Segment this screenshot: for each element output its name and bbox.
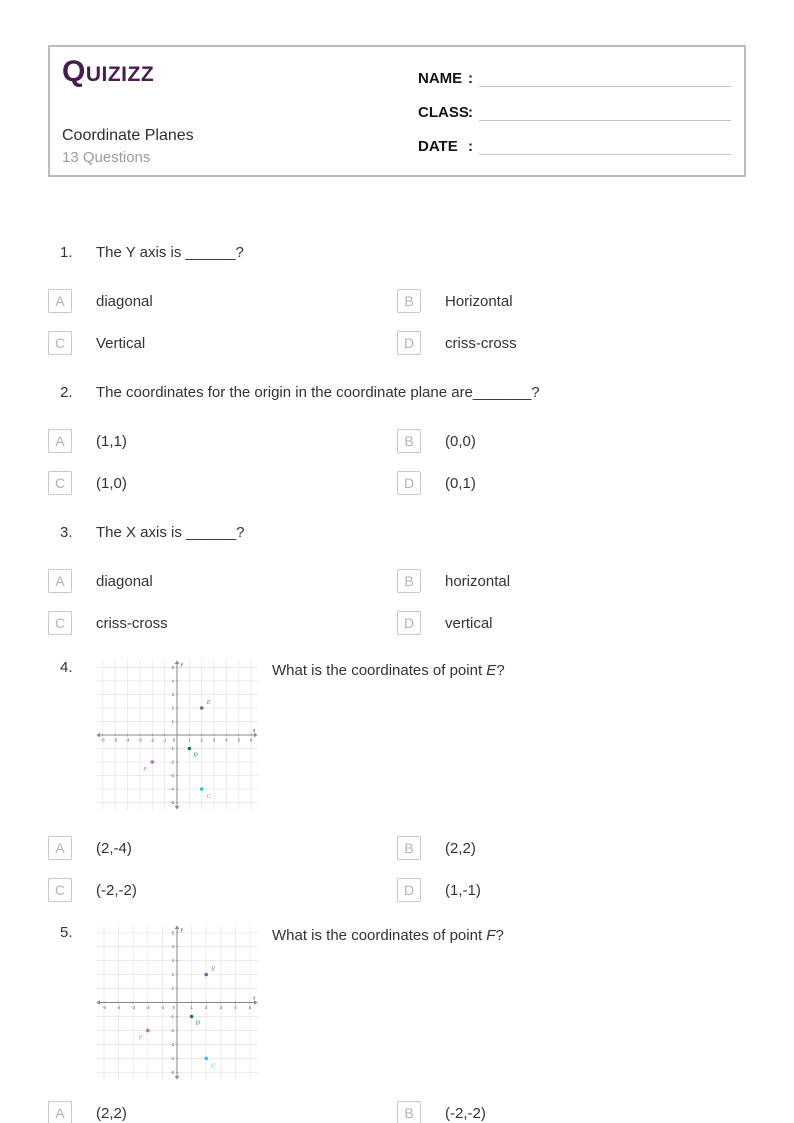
option-d [397, 611, 746, 635]
svg-text:4: 4 [171, 678, 174, 684]
option-letter-d: D [397, 878, 421, 902]
date-colon: : [468, 138, 473, 155]
svg-text:-3: -3 [137, 737, 142, 743]
svg-text:x: x [253, 995, 256, 1002]
svg-text:-2: -2 [170, 759, 174, 765]
svg-text:-5: -5 [170, 1069, 174, 1075]
svg-text:0: 0 [172, 737, 175, 743]
svg-text:3: 3 [171, 958, 174, 964]
svg-text:1: 1 [171, 719, 174, 725]
option-letter-a: A [48, 1101, 72, 1123]
svg-text:-4: -4 [170, 1056, 174, 1061]
svg-text:4: 4 [171, 944, 174, 950]
option-text-a: diagonal [96, 572, 153, 590]
option-b [397, 289, 746, 313]
option-letter-b: B [397, 429, 421, 453]
question-number: 4. [60, 659, 73, 676]
name-label: NAME [418, 70, 463, 87]
option-c [48, 471, 397, 495]
option-text-a: (2,2) [96, 1104, 127, 1122]
option-letter-d: D [397, 611, 421, 635]
question-text-em: F [486, 927, 496, 944]
option-text-c: (-2,-2) [96, 881, 137, 899]
svg-text:-3: -3 [170, 773, 174, 779]
option-letter-a: A [48, 289, 72, 313]
coordinate-plane-graph [96, 925, 258, 1080]
svg-text:-4: -4 [125, 737, 130, 743]
svg-text:E: E [206, 700, 211, 706]
option-text-d: vertical [445, 614, 493, 632]
svg-text:1: 1 [188, 737, 191, 743]
svg-text:1: 1 [171, 986, 174, 992]
svg-text:6: 6 [250, 737, 253, 743]
svg-text:E: E [211, 966, 216, 973]
option-letter-d: D [397, 471, 421, 495]
svg-text:-1: -1 [162, 737, 167, 743]
svg-text:C: C [206, 794, 211, 801]
svg-text:-1: -1 [170, 1014, 174, 1020]
svg-text:0: 0 [172, 1005, 175, 1010]
svg-text:-1: -1 [170, 746, 174, 752]
option-b [397, 429, 746, 453]
option-letter-a: A [48, 569, 72, 593]
question-number: 3. [60, 524, 73, 541]
question-4-options [48, 836, 746, 902]
date-field-line [479, 139, 731, 155]
option-a [48, 1101, 397, 1123]
option-b [397, 1101, 746, 1123]
svg-text:-5: -5 [170, 800, 174, 806]
option-text-c: Vertical [96, 334, 146, 352]
question-5 [48, 921, 746, 1122]
option-c [48, 878, 397, 902]
option-a [48, 289, 397, 313]
svg-text:-3: -3 [131, 1005, 136, 1010]
question-text [96, 241, 244, 261]
svg-text:2: 2 [205, 1005, 208, 1010]
option-letter-b: B [397, 836, 421, 860]
student-fields [418, 67, 731, 169]
option-b [397, 569, 746, 593]
option-text-a: (1,1) [96, 432, 127, 450]
question-3-head [48, 521, 746, 541]
question-text-suffix: ? [495, 927, 504, 944]
name-field-row [418, 67, 731, 87]
svg-text:-5: -5 [102, 1005, 106, 1010]
quiz-title: Coordinate Planes [62, 127, 194, 144]
svg-text:2: 2 [200, 737, 203, 743]
question-number: 5. [60, 924, 73, 941]
svg-text:-6: -6 [100, 737, 105, 743]
question-text-em: E [486, 662, 497, 679]
option-text-b: horizontal [445, 572, 511, 590]
option-letter-c: C [48, 331, 72, 355]
question-text-main: The X axis is ______? [96, 524, 245, 541]
question-text [272, 921, 746, 944]
question-1-head [48, 241, 746, 261]
option-letter-b: B [397, 289, 421, 313]
name-colon: : [468, 70, 473, 87]
svg-text:-3: -3 [170, 1042, 174, 1047]
question-count: 13 Questions [62, 149, 151, 166]
option-d [397, 331, 746, 355]
svg-text:-5: -5 [113, 737, 118, 743]
question-4-head [48, 656, 746, 810]
option-text-b: (0,0) [445, 432, 476, 450]
quizizz-logo: QUIZIZZ [62, 55, 155, 88]
date-label: DATE [418, 138, 458, 155]
svg-text:-2: -2 [170, 1028, 174, 1033]
option-letter-b: B [397, 1101, 421, 1123]
option-letter-c: C [48, 471, 72, 495]
question-5-options [48, 1101, 746, 1123]
question-3 [48, 521, 746, 632]
option-a [48, 836, 397, 860]
question-3-options [48, 569, 746, 635]
option-a [48, 429, 397, 453]
svg-text:3: 3 [219, 1005, 222, 1010]
svg-text:C: C [211, 1063, 216, 1070]
option-d [397, 878, 746, 902]
svg-text:F: F [143, 767, 148, 773]
option-c [48, 611, 397, 635]
svg-text:4: 4 [234, 1005, 237, 1010]
svg-text:D: D [195, 1020, 201, 1027]
question-1-options [48, 289, 746, 355]
option-text-d: (1,-1) [445, 881, 481, 899]
svg-text:y: y [180, 927, 183, 933]
option-d [397, 471, 746, 495]
svg-text:-4: -4 [170, 786, 174, 792]
svg-text:4: 4 [225, 737, 228, 743]
question-text [96, 381, 540, 401]
option-text-a: (2,-4) [96, 839, 132, 857]
question-text-main: What is the coordinates of point [272, 662, 487, 679]
option-letter-c: C [48, 611, 72, 635]
svg-text:D: D [193, 752, 198, 759]
svg-text:-4: -4 [116, 1005, 121, 1010]
option-letter-a: A [48, 836, 72, 860]
class-field-line [479, 105, 731, 121]
class-colon: : [468, 104, 473, 121]
question-1 [48, 241, 746, 352]
option-letter-c: C [48, 878, 72, 902]
question-4 [48, 656, 746, 899]
svg-text:2: 2 [171, 972, 174, 978]
option-text-a: diagonal [96, 292, 153, 310]
option-a [48, 569, 397, 593]
date-field-row [418, 135, 731, 155]
option-letter-d: D [397, 331, 421, 355]
question-text [272, 656, 746, 679]
option-b [397, 836, 746, 860]
option-text-c: (1,0) [96, 474, 127, 492]
question-text-main: The Y axis is ______? [96, 244, 244, 261]
coordinate-plane-graph [96, 660, 258, 810]
option-letter-a: A [48, 429, 72, 453]
svg-text:5: 5 [237, 737, 240, 743]
class-field-row [418, 101, 731, 121]
option-text-c: criss-cross [96, 614, 168, 632]
question-number: 1. [60, 244, 73, 261]
svg-text:x: x [253, 728, 256, 734]
svg-text:-2: -2 [150, 737, 155, 743]
svg-text:F: F [138, 1035, 143, 1042]
svg-text:3: 3 [212, 737, 216, 743]
question-text-suffix: ? [496, 662, 505, 679]
worksheet-header [48, 45, 746, 177]
svg-text:2: 2 [171, 705, 174, 711]
name-field-line [479, 71, 731, 87]
svg-text:3: 3 [171, 692, 174, 698]
option-c [48, 331, 397, 355]
option-text-b: Horizontal [445, 292, 513, 310]
question-text-main: The coordinates for the origin in the coordinate plane are_______? [96, 384, 540, 401]
svg-text:y: y [180, 662, 183, 668]
svg-text:5: 5 [171, 665, 174, 670]
option-text-b: (2,2) [445, 839, 476, 857]
option-text-d: (0,1) [445, 474, 476, 492]
question-text-main: What is the coordinates of point [272, 927, 487, 944]
svg-text:-2: -2 [145, 1005, 150, 1010]
question-2-options [48, 429, 746, 495]
question-2 [48, 381, 746, 492]
question-number: 2. [60, 384, 73, 401]
option-text-d: criss-cross [445, 334, 517, 352]
question-2-head [48, 381, 746, 401]
svg-text:5: 5 [171, 930, 174, 936]
option-text-b: (-2,-2) [445, 1104, 486, 1122]
svg-text:5: 5 [248, 1005, 252, 1010]
question-5-head [48, 921, 746, 1080]
svg-text:1: 1 [190, 1005, 193, 1010]
question-text [96, 521, 244, 541]
class-label: CLASS [418, 104, 469, 121]
option-letter-b: B [397, 569, 421, 593]
svg-text:-1: -1 [160, 1005, 165, 1010]
